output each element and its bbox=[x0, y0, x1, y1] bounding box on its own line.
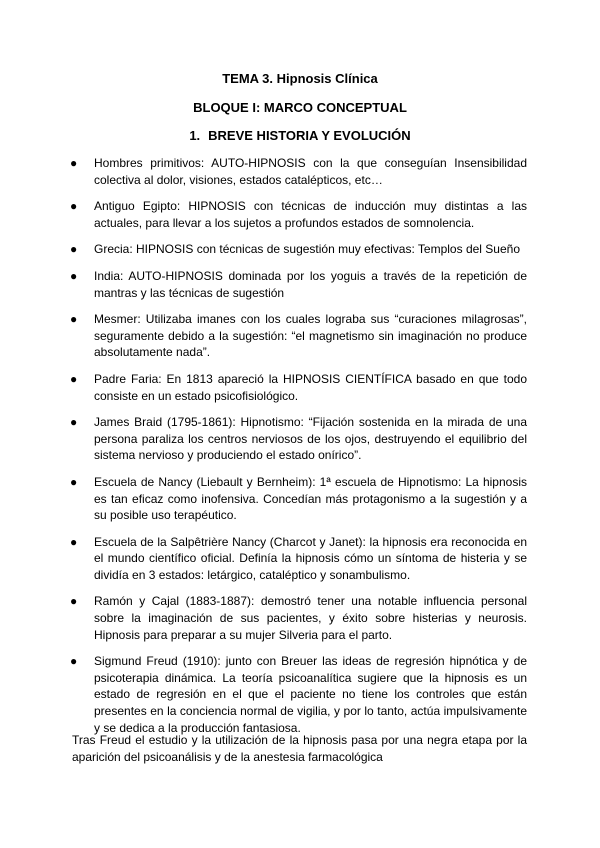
list-item bbox=[0, 198, 527, 231]
bullet-icon: ● bbox=[70, 594, 78, 609]
history-list bbox=[0, 155, 600, 746]
list-item-text: Escuela de Nancy (Liebault y Bernheim): 1ª escuela de Hipnotismo: La hipnosis es tan eficaz como inofensiva. Concedían más protagonismo a la sugestión y a su posible uso terapéutico. bbox=[94, 474, 527, 523]
list-item-text: Escuela de la Salpêtrière Nancy (Charcot y Janet): la hipnosis era reconocida en el mundo científico oficial. Definía la hipnosis cómo un síntoma de histeria y se dividía en 3 estados: letárgico, cataléptico y sonambulismo. bbox=[94, 534, 527, 582]
list-item bbox=[0, 414, 527, 464]
bullet-icon: ● bbox=[70, 474, 78, 489]
bullet-icon: ● bbox=[70, 268, 78, 283]
topic-title: TEMA 3. Hipnosis Clínica bbox=[222, 71, 378, 86]
bullet-icon: ● bbox=[70, 156, 78, 170]
list-item-text: Padre Faria: En 1813 apareció la HIPNOSIS CIENTÍFICA basado en que todo consiste en un estado psicofisiológico. bbox=[94, 371, 527, 403]
bullet-icon: ● bbox=[70, 654, 78, 669]
list-item bbox=[0, 474, 527, 524]
list-item-text: Sigmund Freud (1910): junto con Breuer las ideas de regresión hipnótica y de psicoterapia dinámica. La teoría psicoanalítica sugiere que la hipnosis es un estado de regresión en el que el paciente no tiene los controles que están presentes en la conciencia normal de vigilia, y por lo tanto, actúa impulsivamente y se dedica a la producción fantasiosa. bbox=[94, 654, 527, 735]
list-item-text: Antiguo Egipto: HIPNOSIS con técnicas de inducción muy distintas a las actuales, para llevar a los sujetos a profundos estados de somnolencia. bbox=[94, 199, 527, 230]
closing-paragraph: Tras Freud el estudio y la utilización de la hipnosis pasa por una negra etapa por la aparición del psicoanálisis y de la anestesia farmacológica bbox=[72, 733, 527, 764]
section-heading bbox=[0, 128, 600, 144]
list-item bbox=[0, 534, 527, 584]
list-item bbox=[0, 268, 527, 301]
block-title: BLOQUE I: MARCO CONCEPTUAL bbox=[193, 100, 407, 115]
list-item-text: James Braid (1795-1861): Hipnotismo: “Fijación sostenida en la mirada de una persona paraliza los centros nerviosos de los ojos, destruyendo el equilibrio del sistema nervioso y produciendo el estado onírico”. bbox=[94, 415, 527, 463]
bullet-icon: ● bbox=[70, 415, 78, 430]
bullet-icon: ● bbox=[70, 312, 78, 327]
section-title: BREVE HISTORIA Y EVOLUCIÓN bbox=[208, 128, 411, 143]
list-item-text: Hombres primitivos: AUTO-HIPNOSIS con la que conseguían Insensibilidad colectiva al dolor, visiones, estados catalépticos, etc… bbox=[94, 156, 527, 187]
bullet-icon: ● bbox=[70, 242, 78, 257]
list-item bbox=[0, 593, 527, 643]
list-item bbox=[0, 241, 527, 258]
list-item bbox=[0, 371, 527, 404]
bullet-icon: ● bbox=[70, 534, 78, 549]
list-item bbox=[0, 653, 527, 736]
section-number: 1. bbox=[189, 128, 201, 143]
list-item-text: Mesmer: Utilizaba imanes con los cuales lograba sus “curaciones milagrosas”, seguramente debido a la sugestión: “el magnetismo sin imaginación no produce absolutamente nada”. bbox=[94, 312, 527, 360]
list-item-text: Grecia: HIPNOSIS con técnicas de sugestión muy efectivas: Templos del Sueño bbox=[94, 242, 520, 257]
list-item-text: Ramón y Cajal (1883-1887): demostró tener una notable influencia personal sobre la imaginación de sus pacientes, y éxito sobre histerias y neurosis. Hipnosis para preparar a su mujer Silveria para el parto. bbox=[94, 594, 527, 642]
bullet-icon: ● bbox=[70, 371, 78, 386]
list-item bbox=[0, 155, 527, 188]
list-item-text: India: AUTO-HIPNOSIS dominada por los yoguis a través de la repetición de mantras y las técnicas de sugestión bbox=[94, 268, 527, 300]
list-item bbox=[0, 311, 527, 361]
bullet-icon: ● bbox=[70, 199, 78, 214]
